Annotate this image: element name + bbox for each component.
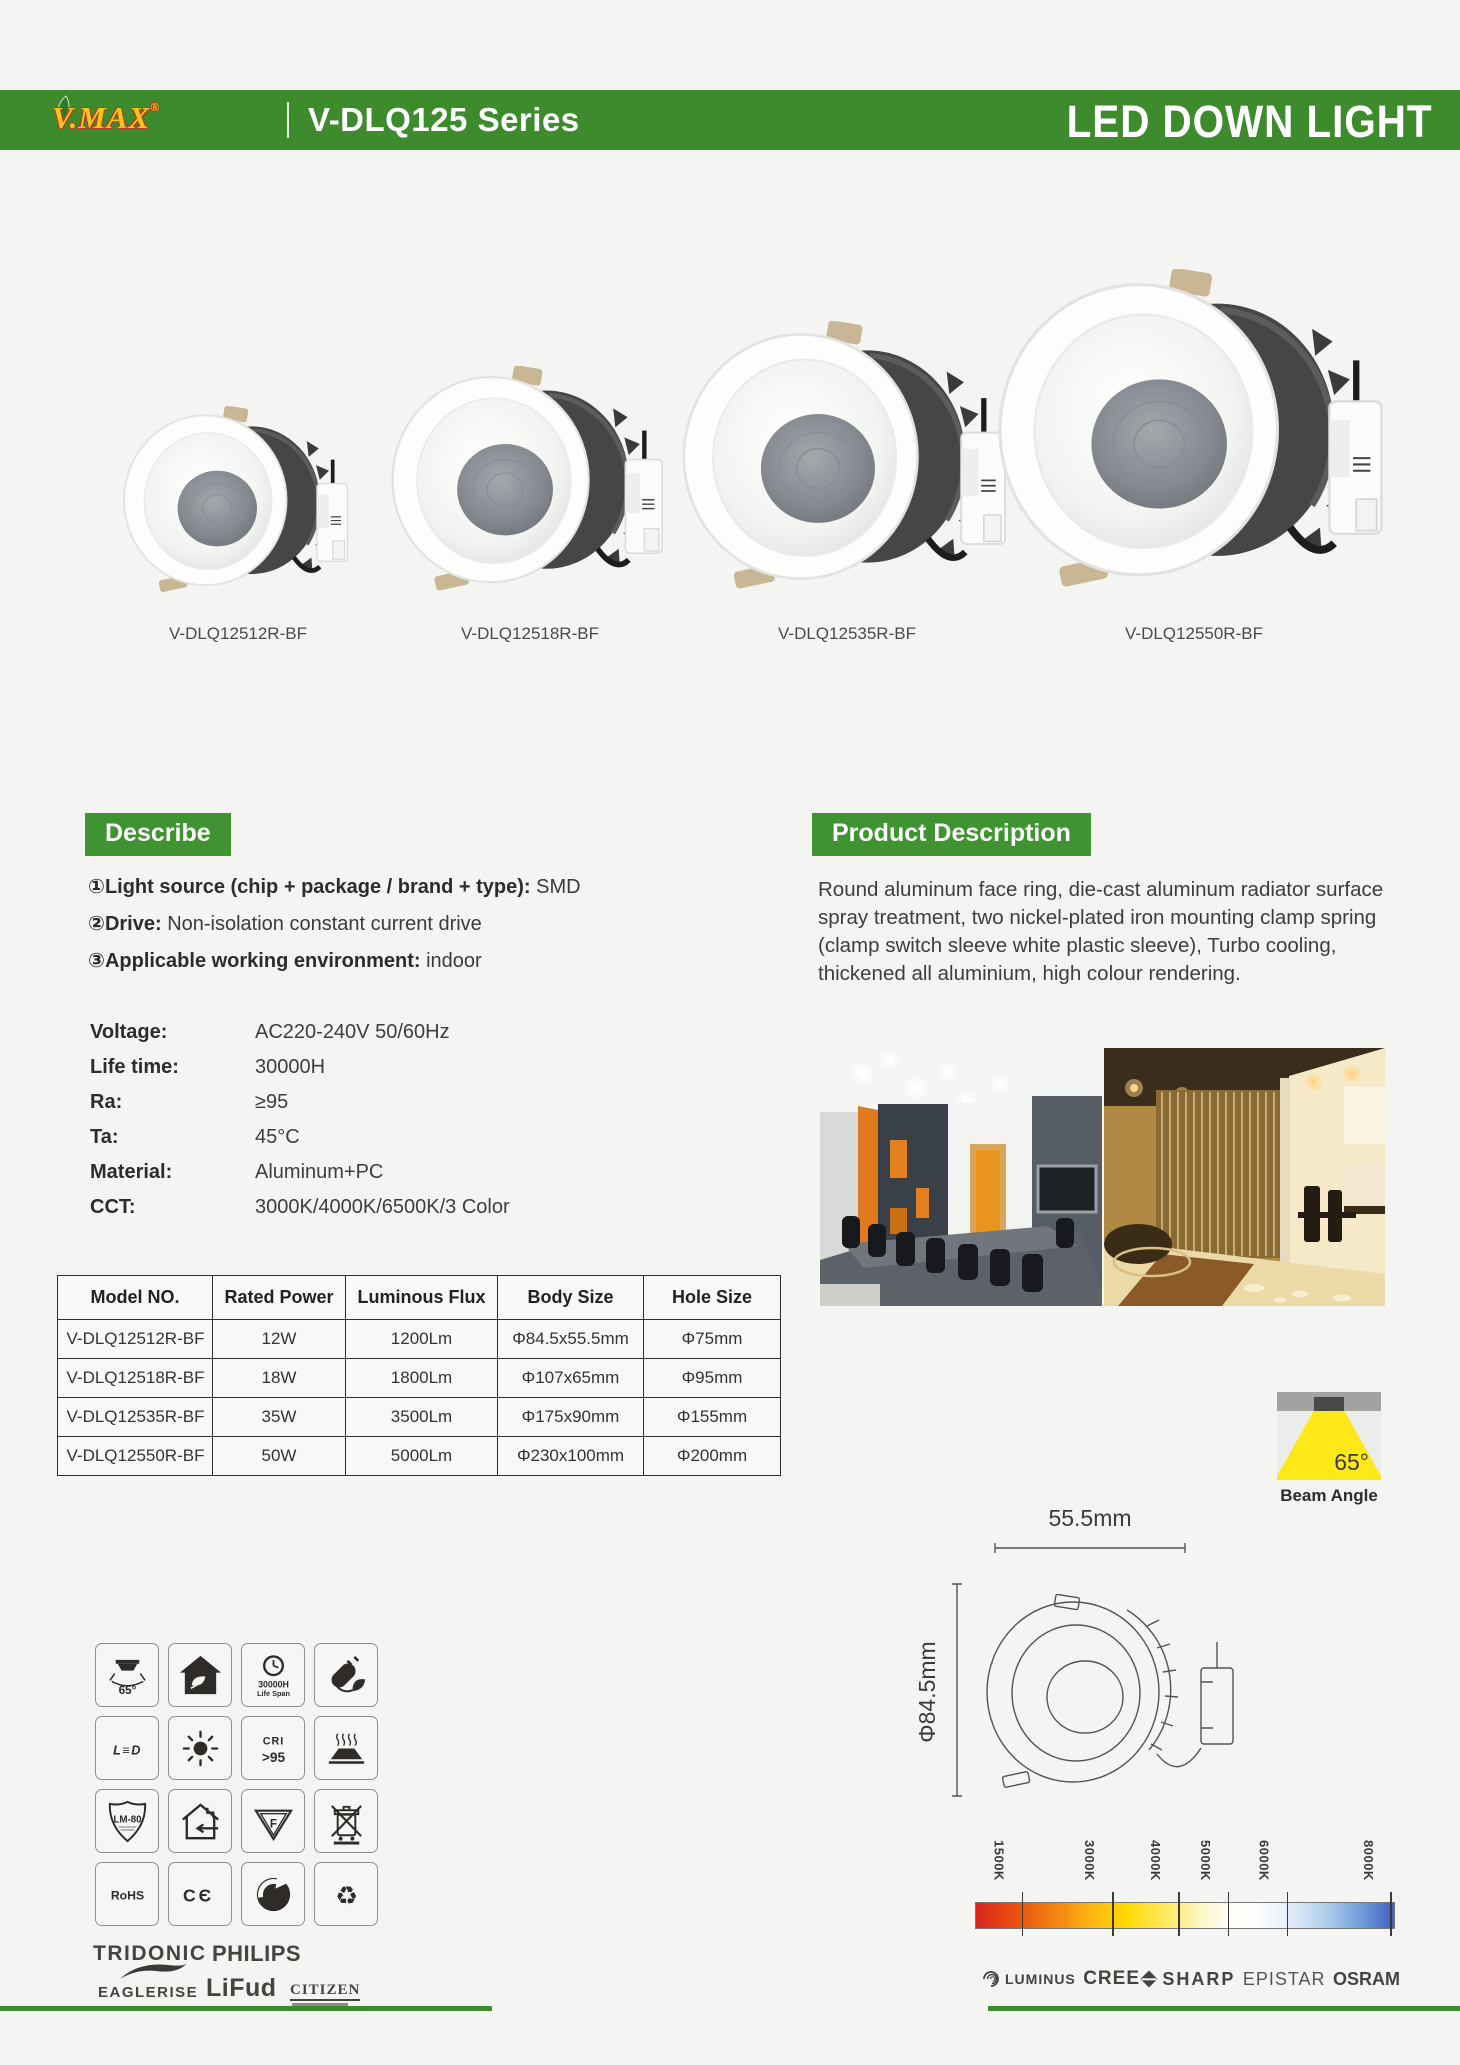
brand-philips: PHILIPS	[212, 1941, 302, 1966]
dim-diameter-label: Φ84.5mm	[914, 1641, 940, 1743]
cct-scale	[975, 1840, 1393, 1940]
registered-mark: ®	[150, 100, 161, 114]
table-cell: 5000Lm	[346, 1437, 498, 1476]
cree-diamond-icon	[1141, 1971, 1158, 1988]
svg-text:RoHS: RoHS	[110, 1887, 144, 1902]
interior-photo-office	[820, 1048, 1102, 1306]
brand-logo: V.MAX®	[52, 100, 161, 135]
feature-item: ③Applicable working environment: indoor	[88, 950, 482, 972]
cct-tick-label: 5000K	[1197, 1840, 1213, 1881]
luminus-swoosh-icon	[982, 1971, 1002, 1987]
table-cell: 50W	[213, 1437, 346, 1476]
feature-item: ②Drive: Non-isolation constant current drive	[88, 913, 482, 935]
table-cell: V-DLQ12518R-BF	[58, 1359, 213, 1398]
cri-icon	[241, 1716, 305, 1780]
eagle-icon	[118, 1962, 188, 1982]
table-cell: Φ230x100mm	[498, 1437, 644, 1476]
brand-lifud: LiFud	[206, 1974, 277, 2002]
product-image-2	[379, 366, 669, 600]
brand-luminus: LUMINUS	[982, 1971, 1076, 1987]
svg-text:CЄ: CЄ	[182, 1884, 214, 1905]
beam-angle-value: 65°	[1334, 1449, 1369, 1475]
cct-tick-label: 3000K	[1082, 1840, 1097, 1881]
spec-value: 45°C	[255, 1126, 300, 1148]
brand-sharp: SHARP	[1162, 1968, 1236, 1989]
table-row	[58, 1437, 781, 1476]
product-model-label: V-DLQ12518R-BF	[461, 624, 599, 643]
spec-value: ≥95	[255, 1091, 289, 1113]
table-cell: 1200Lm	[346, 1320, 498, 1359]
svg-text:LM-80: LM-80	[112, 1813, 142, 1825]
table-cell: Φ155mm	[644, 1398, 781, 1437]
product-model-label: V-DLQ12550R-BF	[1125, 624, 1263, 643]
table-cell: 1800Lm	[346, 1359, 498, 1398]
dimension-drawing	[895, 1496, 1265, 1811]
cct-tick-label: 4000K	[1148, 1840, 1164, 1881]
beam-angle-icon	[1277, 1392, 1381, 1480]
footer-line-right	[988, 2006, 1460, 2011]
spec-label: Ra:	[90, 1091, 123, 1113]
heatsink-icon	[314, 1716, 378, 1780]
product-image-1	[113, 406, 353, 600]
cct-tick	[1287, 1892, 1289, 1936]
table-header-cell: Luminous Flux	[346, 1276, 498, 1320]
product-model-label: V-DLQ12535R-BF	[778, 624, 916, 643]
svg-text:CRI: CRI	[262, 1735, 284, 1748]
table-cell: Φ75mm	[644, 1320, 781, 1359]
page-header	[0, 90, 1460, 150]
brand-tridonic: TRIDONIC	[93, 1942, 207, 1965]
svg-text:30000H: 30000H	[257, 1678, 289, 1689]
led-icon	[95, 1716, 159, 1780]
spec-label: Life time:	[90, 1056, 179, 1078]
svg-text:65°: 65°	[118, 1683, 136, 1697]
indoor-use-icon	[168, 1789, 232, 1853]
spec-value: AC220-240V 50/60Hz	[255, 1021, 450, 1043]
table-row	[58, 1398, 781, 1437]
rohs-icon	[95, 1862, 159, 1926]
svg-text:F: F	[269, 1816, 277, 1830]
brand-osram: OSRAM	[1332, 1968, 1400, 1989]
lm80-shield-icon	[95, 1789, 159, 1853]
fixture-block	[1314, 1397, 1344, 1411]
brand-eaglerise: EAGLERISE	[98, 1984, 199, 2001]
svg-text:♻: ♻	[334, 1881, 358, 1910]
cct-tick-label: 8000K	[1361, 1840, 1377, 1881]
brand-cree: CREE	[1083, 1968, 1155, 1990]
sun-icon	[168, 1716, 232, 1780]
table-cell: Φ200mm	[644, 1437, 781, 1476]
cct-tick	[1390, 1892, 1392, 1936]
spec-value: 30000H	[255, 1056, 326, 1078]
ce-mark-icon	[168, 1862, 232, 1926]
table-cell: 3500Lm	[346, 1398, 498, 1437]
feature-item: ①Light source (chip + package / brand + type): SMD	[88, 876, 581, 898]
spec-value: Aluminum+PC	[255, 1161, 384, 1183]
table-cell: Φ95mm	[644, 1359, 781, 1398]
description-text: Round aluminum face ring, die-cast aluminum radiator surface spray treatment, two nickel-plated iron mounting clamp spring (clamp switch sleeve white plastic sleeve), Turbo cooling, thickened all aluminium, high colour rendering.	[818, 878, 1384, 985]
describe-heading: Describe	[85, 813, 231, 856]
brand-citizen: CITIZEN	[290, 1982, 360, 2001]
cct-tick	[1178, 1892, 1180, 1936]
f-mark-icon	[241, 1789, 305, 1853]
svg-text:Life Span: Life Span	[256, 1688, 290, 1698]
eco-house-icon	[168, 1643, 232, 1707]
interior-photo-home	[1104, 1048, 1385, 1306]
spec-label: Voltage:	[90, 1021, 168, 1043]
series-title: V-DLQ125 Series	[308, 101, 580, 138]
plug-leaf-icon	[314, 1643, 378, 1707]
footer-line-left	[0, 2006, 492, 2011]
cct-gradient-bar	[975, 1902, 1395, 1929]
cct-tick	[1228, 1892, 1230, 1936]
spec-value: 3000K/4000K/6500K/3 Color	[255, 1196, 510, 1218]
table-cell: Φ107x65mm	[498, 1359, 644, 1398]
spec-label: CCT:	[90, 1196, 136, 1218]
spec-label: Material:	[90, 1161, 173, 1183]
table-header-cell: Model NO.	[58, 1276, 213, 1320]
green-dot-icon	[241, 1862, 305, 1926]
table-header-cell: Hole Size	[644, 1276, 781, 1320]
spec-table	[57, 1275, 781, 1476]
table-header-cell: Body Size	[498, 1276, 644, 1320]
product-model-label: V-DLQ12512R-BF	[169, 624, 307, 643]
product-image-3	[668, 321, 1013, 600]
beam-angle-cert-icon	[95, 1643, 159, 1707]
cert-icon-grid	[95, 1643, 378, 1926]
table-cell: Φ84.5x55.5mm	[498, 1320, 644, 1359]
table-cell: 35W	[213, 1398, 346, 1437]
table-cell: V-DLQ12512R-BF	[58, 1320, 213, 1359]
table-row	[58, 1320, 781, 1359]
table-cell: V-DLQ12535R-BF	[58, 1398, 213, 1437]
cct-tick	[1022, 1892, 1024, 1936]
beam-angle-label: Beam Angle	[1280, 1486, 1378, 1505]
dim-width-label: 55.5mm	[1048, 1505, 1132, 1531]
table-row	[58, 1359, 781, 1398]
beam-angle-widget	[1277, 1392, 1381, 1506]
table-cell: 18W	[213, 1359, 346, 1398]
spec-label: Ta:	[90, 1126, 119, 1148]
brand-epistar: EPISTAR	[1242, 1968, 1326, 1989]
svg-text:L≡D: L≡D	[112, 1741, 142, 1757]
svg-text:>95: >95	[261, 1749, 285, 1765]
weee-bin-icon	[314, 1789, 378, 1853]
product-image-4	[981, 269, 1391, 600]
description-heading: Product Description	[812, 813, 1091, 856]
table-header-cell: Rated Power	[213, 1276, 346, 1320]
header-divider	[287, 102, 289, 138]
recycle-icon	[314, 1862, 378, 1926]
cct-tick-label: 6000K	[1256, 1840, 1272, 1881]
lifespan-icon	[241, 1643, 305, 1707]
cct-tick	[1112, 1892, 1114, 1936]
led-brand-logos	[982, 1968, 1400, 1990]
cct-tick-label: 1500K	[991, 1840, 1007, 1881]
table-cell: V-DLQ12550R-BF	[58, 1437, 213, 1476]
table-cell: Φ175x90mm	[498, 1398, 644, 1437]
table-header-row	[58, 1276, 781, 1320]
table-cell: 12W	[213, 1320, 346, 1359]
page-title: LED DOWN LIGHT	[1066, 96, 1432, 147]
